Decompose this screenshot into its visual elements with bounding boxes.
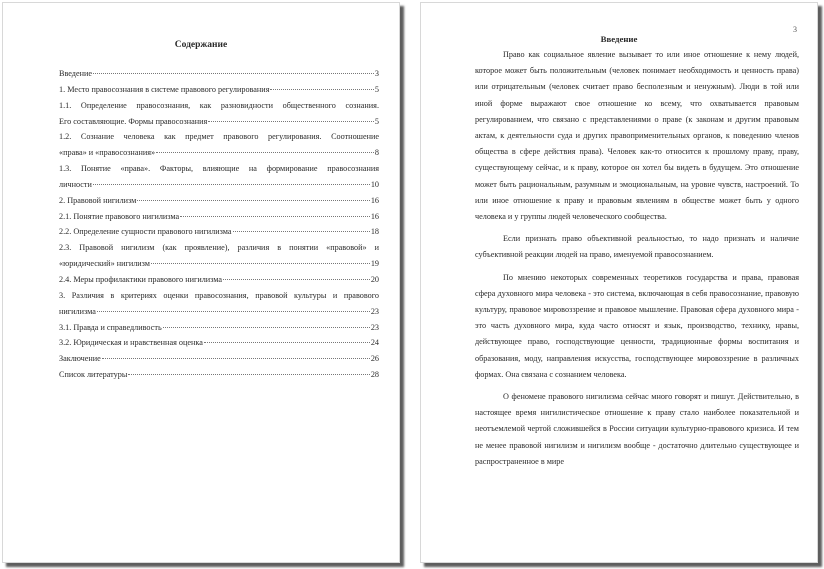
toc-entry-text: «юридический» нигилизм xyxy=(59,259,150,269)
toc-entry-text: 2.2. Определение сущности правового нигилизма xyxy=(59,227,232,237)
toc-line xyxy=(59,304,379,320)
document-page-contents xyxy=(2,2,400,563)
toc-entry xyxy=(59,320,379,336)
toc-page-number: 23 xyxy=(370,322,379,332)
toc-entry xyxy=(59,272,379,288)
toc-line xyxy=(59,320,379,336)
introduction-heading: Введение xyxy=(600,34,638,44)
toc-leader-dots xyxy=(137,199,369,201)
introduction-body xyxy=(475,47,799,476)
toc-leader-dots xyxy=(93,72,374,74)
paragraph: Если признать право объективной реальностью, то надо признать и наличие субъективной реакции людей на право, именуемой правосознанием. xyxy=(475,234,799,260)
toc-entry-text: 2.1. Понятие правового нигилизма xyxy=(59,211,180,221)
toc-leader-dots xyxy=(93,183,370,185)
toc-entry-text: 3. Различия в критериях оценки правосознания, правовой культуры и правового xyxy=(59,290,379,300)
toc-leader-dots xyxy=(151,262,370,264)
toc-entry-text: Заключение xyxy=(59,354,101,364)
toc-entry xyxy=(59,161,379,193)
toc-entry xyxy=(59,82,379,98)
toc-line xyxy=(59,335,379,351)
paragraph: Право как социальное явление вызывает то или иное отношение к нему людей, которое может быть положительным (человек понимает необходимость и ценность права) или отрицательным (человек считает право бесполезным и ненужным). Люди в той или иной форме выражают свое отношение ко всему, что охватывается правовым регулированием, что связано с представлениями о праве (к законам и другим правовым актам, к деятельности суда и других правоприменительных органов, к поведению членов общества в сфере действия права). Человек как-то относится к прошлому праву, праву, существующему сейчас, и к праву, которое он хотел бы видеть в будущем. Это отношение может быть рациональным, разумным и эмоциональным, на уровне чувств, настроений. То или иное отношение к праву и правовым явлениям в обществе может быть у одного человека и у группы людей человеческого сообщества. xyxy=(475,50,799,222)
toc-line xyxy=(59,114,379,130)
toc-line xyxy=(59,82,379,98)
toc-leader-dots xyxy=(223,278,370,280)
toc-page-number: 28 xyxy=(370,370,379,380)
toc-entry-text: нигилизма xyxy=(59,306,96,316)
toc-line xyxy=(59,177,379,193)
toc-leader-dots xyxy=(156,151,374,153)
toc-entry-text: 1.2. Сознание человека как предмет правового регулирования. Соотношение xyxy=(59,132,379,142)
toc-entry-text: Введение xyxy=(59,69,93,78)
toc-page-number: 16 xyxy=(370,195,379,205)
toc-page-number: 5 xyxy=(374,116,379,126)
toc-line xyxy=(59,66,379,82)
toc-line xyxy=(59,193,379,209)
toc-leader-dots xyxy=(208,120,374,122)
page-number: 3 xyxy=(793,25,797,34)
toc-entry xyxy=(59,351,379,367)
toc-page-number: 24 xyxy=(370,338,379,348)
toc-leader-dots xyxy=(270,88,373,90)
table-of-contents xyxy=(59,66,379,383)
toc-leader-dots xyxy=(233,230,370,232)
toc-entry-text: 3.2. Юридическая и нравственная оценка xyxy=(59,338,203,348)
toc-entry xyxy=(59,240,379,272)
toc-line xyxy=(59,351,379,367)
toc-entry-text: 1. Место правосознания в системе правового регулирования xyxy=(59,84,270,94)
toc-entry xyxy=(59,98,379,130)
toc-entry-text: 1.1. Определение правосознания, как разновидности общественного сознания. xyxy=(59,100,379,110)
paragraph: По мнению некоторых современных теоретиков государства и права, правовая сфера духовного мира человека - это система, включающая в себя правосознание, правовую культуру, правовое мировоззрение и правовое мышление. Правовая сфера духовного мира - это часть духовного мира, куда часто относят и язык, производство, технику, нравы, действующее право, господствующие ценности, традиционные формы воспитания и образования, моду, направления искусства, господствующее мировоззрение в различных формах. Она связана с сознанием человека. xyxy=(475,272,799,379)
toc-entry xyxy=(59,367,379,383)
document-page-introduction xyxy=(420,2,818,563)
toc-entry-text: «права» и «правосознания» xyxy=(59,148,156,158)
toc-leader-dots xyxy=(102,357,370,359)
toc-entry-text: 3.1. Правда и справедливость xyxy=(59,322,162,332)
toc-leader-dots xyxy=(128,373,369,375)
toc-leader-dots xyxy=(180,215,370,217)
contents-heading: Содержание xyxy=(174,40,228,50)
toc-entry xyxy=(59,129,379,161)
toc-entry-text: 2. Правовой нигилизм xyxy=(59,195,137,205)
toc-line xyxy=(59,367,379,383)
paragraph: О феномене правового нигилизма сейчас много говорят и пишут. Действительно, в настоящее время нигилистическое отношение к праву стало наиболее показательной и неотъемлемой чертой сложившейся в России ситуации культурно-правового кризиса. И тем не менее правовой нигилизм и нигилизм вообще - достаточно длительно существующее и распространенное в мире xyxy=(475,392,799,466)
toc-entry xyxy=(59,66,379,82)
toc-entry-text: 2.4. Меры профилактики правового нигилизма xyxy=(59,274,223,284)
toc-line xyxy=(59,224,379,240)
toc-page-number: 8 xyxy=(374,148,379,158)
toc-page-number: 26 xyxy=(370,354,379,364)
toc-page-number: 10 xyxy=(370,179,379,189)
toc-page-number: 3 xyxy=(374,69,379,78)
toc-page-number: 5 xyxy=(374,84,379,94)
toc-leader-dots xyxy=(97,310,370,312)
toc-line xyxy=(59,209,379,225)
toc-entry-text: личности xyxy=(59,179,92,189)
toc-leader-dots xyxy=(163,326,370,328)
toc-line xyxy=(59,272,379,288)
toc-page-number: 18 xyxy=(370,227,379,237)
toc-line xyxy=(59,145,379,161)
toc-entry-text: Список литературы xyxy=(59,370,128,380)
toc-entry xyxy=(59,288,379,320)
toc-entry xyxy=(59,209,379,225)
toc-entry xyxy=(59,193,379,209)
toc-entry-text: Его составляющие. Формы правосознания xyxy=(59,116,208,126)
toc-page-number: 16 xyxy=(370,211,379,221)
toc-line xyxy=(59,256,379,272)
toc-entry xyxy=(59,224,379,240)
toc-page-number: 19 xyxy=(370,259,379,269)
toc-page-number: 20 xyxy=(370,274,379,284)
toc-entry xyxy=(59,335,379,351)
toc-page-number: 23 xyxy=(370,306,379,316)
toc-entry-text: 1.3. Понятие «права». Факторы, влияющие на формирование правосознания xyxy=(59,164,379,174)
toc-leader-dots xyxy=(204,341,370,343)
toc-entry-text: 2.3. Правовой нигилизм (как проявление), различия в понятии «правовой» и xyxy=(59,243,379,253)
